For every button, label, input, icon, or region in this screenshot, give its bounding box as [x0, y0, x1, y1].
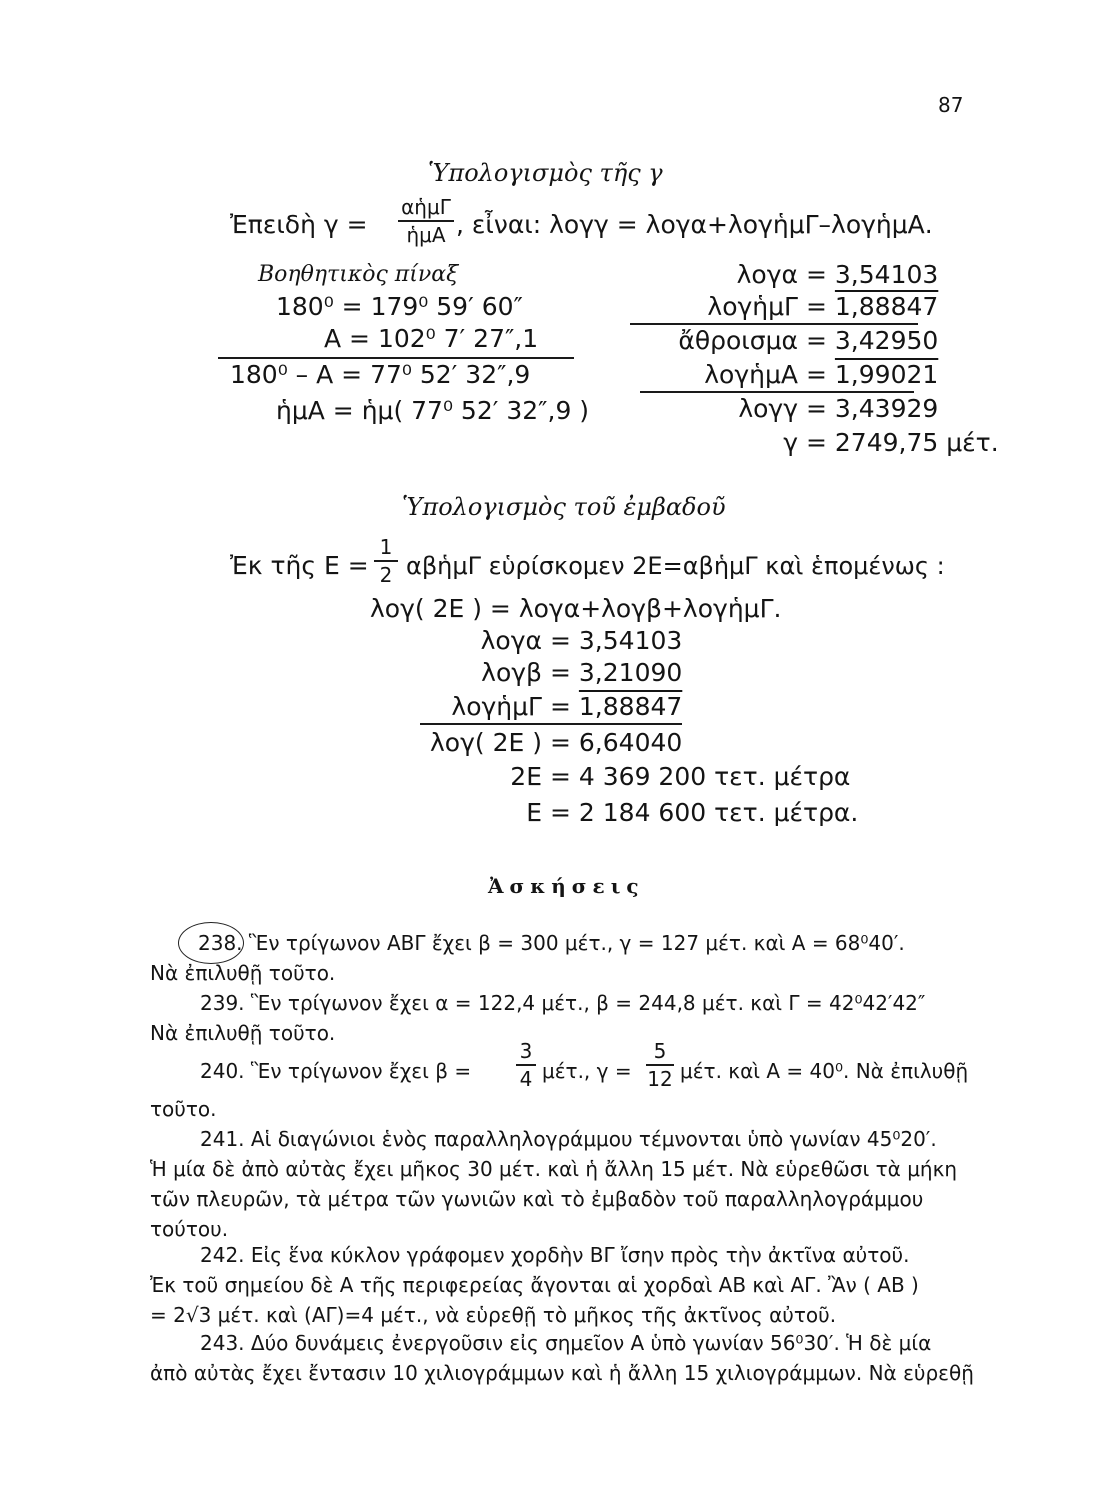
fraction-numerator: 5: [653, 1039, 667, 1063]
intro-gamma-prefix: Ἐπειδὴ γ =: [230, 210, 368, 239]
exercise-text-line: Ἐκ τοῦ σημείου δὲ Α τῆς περιφερείας ἄγονται αἱ χορδαὶ ΑΒ καὶ ΑΓ. Ἂν ( ΑΒ ): [150, 1273, 919, 1297]
log-number: 6,64040: [578, 728, 683, 757]
log-number: 3,43929: [834, 394, 939, 423]
log-value: = 1,88847: [806, 292, 939, 321]
exercise-238: [198, 928, 1008, 958]
intro-gamma-suffix: , εἶναι: λογγ = λογα+λογἡμΓ–λογἡμΑ.: [456, 210, 933, 239]
fraction-bar: [374, 560, 398, 562]
log-label: λογἡμΑ: [704, 360, 798, 389]
log-number: 3,42950: [834, 326, 939, 355]
area-log-value: = 6,64040: [550, 728, 683, 757]
log-number: 2749,75 μέτ.: [834, 428, 999, 457]
log-value: = 3,54103: [806, 260, 939, 289]
exercise-text: μέτ. καὶ Α = 40⁰. Νὰ ἐπιλυθῇ: [680, 1059, 969, 1083]
intro-area-prefix: Ἐκ τῆς Ε =: [230, 551, 369, 580]
area-log-value: = 2 184 600 τετ. μέτρα.: [550, 798, 859, 827]
log-number: 3,54103: [834, 260, 939, 289]
section-title-area: Ὑπολογισμὸς τοῦ ἐμβαδοῦ: [402, 493, 726, 521]
log-number: 1,88847: [834, 292, 939, 321]
fraction-bar: [398, 220, 454, 222]
area-log-value: = 3,54103: [550, 626, 683, 655]
area-equation: λογ( 2Ε ) = λογα+λογβ+λογἡμΓ.: [370, 594, 782, 623]
fraction-gamma: [398, 196, 454, 246]
fraction-denominator: ἡμΑ: [406, 222, 446, 247]
log-value: = 2749,75 μέτ.: [806, 428, 999, 457]
area-log-label: Ε: [526, 798, 542, 827]
area-log-value: = 3,21090: [550, 658, 683, 687]
log-label: λογἡμΓ: [707, 292, 798, 321]
log-label: ἄθροισμα: [678, 326, 798, 355]
exercise-text: Ἓν τρίγωνον ΑΒΓ ἔχει β = 300 μέτ., γ = 127 μέτ. καὶ Α = 68⁰40′.: [248, 931, 905, 955]
log-value: = 3,42950: [806, 326, 939, 355]
log-value: = 1,99021: [806, 360, 939, 389]
exercise-text-line: = 2√3 μέτ. καὶ (ΑΓ)=4 μέτ., νὰ εὑρεθῇ τὸ μῆκος τῆς ἀκτῖνος αὐτοῦ.: [150, 1303, 837, 1327]
divider-line: [640, 391, 914, 393]
exercise-text-line: τούτου.: [150, 1217, 229, 1241]
area-amount: 4 369 200 τετ. μέτρα: [578, 762, 851, 791]
fraction-five-twelfths: [646, 1040, 674, 1090]
log-value: = 3,43929: [806, 394, 939, 423]
page-number: 87: [938, 93, 964, 117]
fraction-denominator: 2: [379, 562, 393, 587]
intro-area-suffix: αβἡμΓ εὑρίσκομεν 2Ε=αβἡμΓ καὶ ἑπομένως :: [406, 552, 945, 580]
fraction-denominator: 4: [519, 1066, 533, 1091]
fraction-numerator: 3: [519, 1039, 533, 1063]
aux-row: Α = 102⁰ 7′ 27″,1: [324, 324, 539, 353]
exercise-text-line: τοῦτο.: [150, 1097, 217, 1121]
exercise-239: 239. Ἓν τρίγωνον ἔχει α = 122,4 μέτ., β = 244,8 μέτ. καὶ Γ = 42⁰42′42″: [200, 991, 926, 1015]
fraction-half: [374, 536, 398, 586]
log-label: λογα: [736, 260, 798, 289]
exercise-242: 242. Εἰς ἕνα κύκλον γράφομεν χορδὴν ΒΓ ἴσην πρὸς τὴν ἀκτῖνα αὐτοῦ.: [200, 1243, 910, 1267]
exercise-text: μέτ., γ =: [542, 1059, 632, 1083]
fraction-three-quarters: [516, 1040, 536, 1090]
fraction-bar: [646, 1064, 674, 1066]
area-log-label: λογἡμΓ: [451, 692, 542, 721]
fraction-bar: [516, 1064, 536, 1066]
log-label: λογγ: [738, 394, 798, 423]
divider-line: [218, 357, 574, 359]
exercise-243: 243. Δύο δυνάμεις ἐνεργοῦσιν εἰς σημεῖον Α ὑπὸ γωνίαν 56⁰30′. Ἡ δὲ μία: [200, 1331, 932, 1355]
exercise-text-line: ἀπὸ αὐτὰς ἔχει ἔντασιν 10 χιλιογράμμων καὶ ἡ ἄλλη 15 χιλιογράμμων. Νὰ εὑρεθῇ: [150, 1361, 974, 1385]
area-log-value: = 4 369 200 τετ. μέτρα: [550, 762, 851, 791]
area-log-label: 2Ε: [510, 762, 542, 791]
exercise-text-line: Νὰ ἐπιλυθῇ τοῦτο.: [150, 961, 336, 985]
area-log-label: λογ( 2Ε ): [430, 728, 542, 757]
aux-row: 180⁰ = 179⁰ 59′ 60″: [276, 292, 523, 321]
area-amount: 2 184 600 τετ. μέτρα.: [578, 798, 859, 827]
fraction-denominator: 12: [647, 1066, 673, 1091]
exercise-number: 238.: [198, 931, 243, 955]
divider-line: [630, 323, 918, 325]
exercise-text-line: Νὰ ἐπιλυθῇ τοῦτο.: [150, 1021, 336, 1045]
exercise-241: 241. Αἱ διαγώνιοι ἑνὸς παραλληλογράμμου τέμνονται ὑπὸ γωνίαν 45⁰20′.: [200, 1127, 937, 1151]
exercise-240: 240. Ἓν τρίγωνον ἔχει β =: [200, 1059, 472, 1083]
fraction-numerator: 1: [379, 535, 393, 559]
log-number: 3,21090: [578, 658, 683, 687]
log-number: 3,54103: [578, 626, 683, 655]
area-log-value: = 1,88847: [550, 692, 683, 721]
auxiliary-table-title: Βοηθητικὸς πίναξ: [258, 262, 459, 287]
aux-row: 180⁰ – Α = 77⁰ 52′ 32″,9: [230, 360, 531, 389]
fraction-numerator: αἡμΓ: [401, 195, 451, 219]
log-number: 1,99021: [834, 360, 939, 389]
divider-line: [420, 723, 682, 725]
area-log-label: λογα: [480, 626, 542, 655]
log-number: 1,88847: [578, 692, 683, 721]
log-label: γ: [783, 428, 798, 457]
area-log-label: λογβ: [481, 658, 542, 687]
section-title-gamma: Ὑπολογισμὸς τῆς γ: [428, 159, 663, 187]
exercises-heading: Ἀσκήσεις: [488, 874, 645, 898]
exercise-text-line: Ἡ μία δὲ ἀπὸ αὐτὰς ἔχει μῆκος 30 μέτ. καὶ ἡ ἄλλη 15 μέτ. Νὰ εὑρεθῶσι τὰ μήκη: [150, 1157, 958, 1181]
aux-row: ἡμΑ = ἡμ( 77⁰ 52′ 32″,9 ): [276, 396, 590, 425]
exercise-text-line: τῶν πλευρῶν, τὰ μέτρα τῶν γωνιῶν καὶ τὸ ἐμβαδὸν τοῦ παραλληλογράμμου: [150, 1187, 924, 1211]
